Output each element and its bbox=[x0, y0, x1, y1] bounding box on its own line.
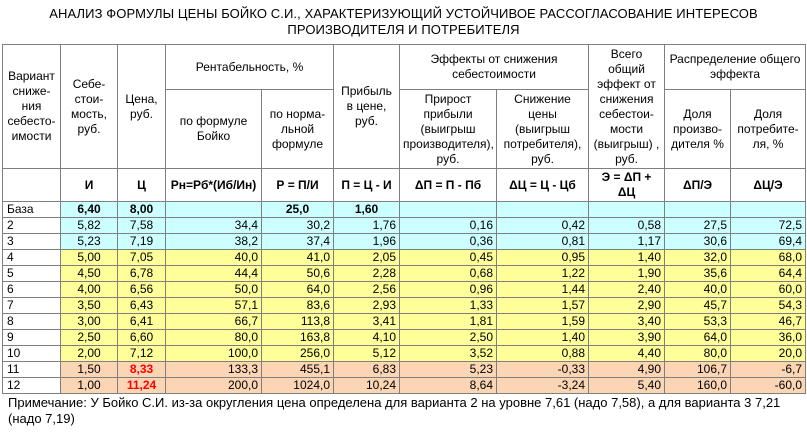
cell-dp bbox=[400, 202, 497, 218]
cell-e: 4,40 bbox=[589, 346, 665, 362]
cell-rb: 38,2 bbox=[166, 234, 262, 250]
cell-sc: 36,0 bbox=[731, 330, 806, 346]
formula-cell: ΔЦ/Э bbox=[731, 169, 806, 202]
cell-dc: 0,42 bbox=[497, 218, 589, 234]
cell-price: 7,05 bbox=[118, 250, 166, 266]
cell-p: 2,05 bbox=[334, 250, 400, 266]
cell-r: 113,8 bbox=[262, 314, 334, 330]
cell-e: 3,40 bbox=[589, 314, 665, 330]
cell-rb: 44,4 bbox=[166, 266, 262, 282]
cell-cost: 1,00 bbox=[61, 378, 118, 394]
cell-r: 256,0 bbox=[262, 346, 334, 362]
cell-sc: 60,0 bbox=[731, 282, 806, 298]
cell-cost: 2,00 bbox=[61, 346, 118, 362]
cell-sp: 32,0 bbox=[665, 250, 731, 266]
header-profitability-boyko: по формуле Бойко bbox=[166, 90, 262, 169]
table-row bbox=[3, 298, 806, 314]
cell-price: 6,78 bbox=[118, 266, 166, 282]
cell-sc: -60,0 bbox=[731, 378, 806, 394]
cell-price: 11,24 bbox=[118, 378, 166, 394]
cell-cost: 4,00 bbox=[61, 282, 118, 298]
table-row bbox=[3, 266, 806, 282]
cell-r: 50,6 bbox=[262, 266, 334, 282]
cell-rb: 34,4 bbox=[166, 218, 262, 234]
cell-r: 30,2 bbox=[262, 218, 334, 234]
row-label: 10 bbox=[3, 346, 61, 362]
cell-rb: 200,0 bbox=[166, 378, 262, 394]
row-label: 12 bbox=[3, 378, 61, 394]
cell-sc: -6,7 bbox=[731, 362, 806, 378]
header-price-drop: Снижение цены (выигрыш потребителя), руб. bbox=[497, 90, 589, 169]
cell-rb: 80,0 bbox=[166, 330, 262, 346]
cell-sc: 54,3 bbox=[731, 298, 806, 314]
table-row bbox=[3, 282, 806, 298]
cell-dp: 1,81 bbox=[400, 314, 497, 330]
cell-price: 7,58 bbox=[118, 218, 166, 234]
cell-cost: 6,40 bbox=[61, 202, 118, 218]
header-profit-gain: Прирост прибыли (выигрыш производителя), руб. bbox=[400, 90, 497, 169]
cell-dp: 5,23 bbox=[400, 362, 497, 378]
cell-sc: 64,4 bbox=[731, 266, 806, 282]
row-label: 4 bbox=[3, 250, 61, 266]
cell-r: 83,6 bbox=[262, 298, 334, 314]
cell-p: 1,96 bbox=[334, 234, 400, 250]
cell-dc: 1,57 bbox=[497, 298, 589, 314]
cell-dc: -0,33 bbox=[497, 362, 589, 378]
cell-dp: 2,50 bbox=[400, 330, 497, 346]
cell-p: 10,24 bbox=[334, 378, 400, 394]
formula-cell: ΔП/Э bbox=[665, 169, 731, 202]
cell-p: 2,28 bbox=[334, 266, 400, 282]
header-effects: Эффекты от снижения себестоимости bbox=[400, 45, 589, 90]
cell-p: 2,56 bbox=[334, 282, 400, 298]
header-profit: Прибыль в цене, руб. bbox=[334, 45, 400, 169]
cell-rb: 50,0 bbox=[166, 282, 262, 298]
cell-price: 6,43 bbox=[118, 298, 166, 314]
table-row bbox=[3, 250, 806, 266]
cell-e: 4,90 bbox=[589, 362, 665, 378]
cell-dc: 0,81 bbox=[497, 234, 589, 250]
cell-p: 6,83 bbox=[334, 362, 400, 378]
cell-dp: 0,16 bbox=[400, 218, 497, 234]
table-row bbox=[3, 346, 806, 362]
cell-price: 7,19 bbox=[118, 234, 166, 250]
header-price: Цена, руб. bbox=[118, 45, 166, 169]
cell-rb bbox=[166, 202, 262, 218]
formula-cell: П = Ц - И bbox=[334, 169, 400, 202]
cell-r: 455,1 bbox=[262, 362, 334, 378]
cell-sc: 20,0 bbox=[731, 346, 806, 362]
cell-cost: 2,50 bbox=[61, 330, 118, 346]
cell-p: 4,10 bbox=[334, 330, 400, 346]
table-row bbox=[3, 234, 806, 250]
cell-price: 8,33 bbox=[118, 362, 166, 378]
cell-sp: 40,0 bbox=[665, 282, 731, 298]
formula-cell: ΔП = П - Пб bbox=[400, 169, 497, 202]
cell-dp: 0,45 bbox=[400, 250, 497, 266]
cell-p: 3,41 bbox=[334, 314, 400, 330]
cell-dc: 1,59 bbox=[497, 314, 589, 330]
cell-r: 1024,0 bbox=[262, 378, 334, 394]
price-analysis-table bbox=[2, 44, 806, 394]
cell-sc: 72,5 bbox=[731, 218, 806, 234]
cell-e: 1,40 bbox=[589, 250, 665, 266]
page-title: АНАЛИЗ ФОРМУЛЫ ЦЕНЫ БОЙКО С.И., ХАРАКТЕРИЗУЮЩИЙ УСТОЙЧИВОЕ РАССОГЛАСОВАНИЕ ИНТЕРЕСОВ ПРОИЗВОДИТЕЛЯ И ПОТРЕБИТЕЛЯ bbox=[49, 6, 758, 37]
row-label: База bbox=[3, 202, 61, 218]
cell-r: 64,0 bbox=[262, 282, 334, 298]
cell-e: 1,17 bbox=[589, 234, 665, 250]
cell-dp: 8,64 bbox=[400, 378, 497, 394]
formula-cell: Ц bbox=[118, 169, 166, 202]
cell-e: 3,90 bbox=[589, 330, 665, 346]
cell-sc: 69,4 bbox=[731, 234, 806, 250]
header-profitability: Рентабельность, % bbox=[166, 45, 334, 90]
cell-sp: 53,3 bbox=[665, 314, 731, 330]
header-distribution: Распределение общего эффекта bbox=[665, 45, 806, 90]
table-row bbox=[3, 378, 806, 394]
formula-cell: Р = П/И bbox=[262, 169, 334, 202]
cell-e: 2,40 bbox=[589, 282, 665, 298]
cell-sp: 35,6 bbox=[665, 266, 731, 282]
cell-price: 6,60 bbox=[118, 330, 166, 346]
cell-dc: -3,24 bbox=[497, 378, 589, 394]
row-label: 11 bbox=[3, 362, 61, 378]
cell-cost: 5,82 bbox=[61, 218, 118, 234]
row-label: 7 bbox=[3, 298, 61, 314]
cell-sc: 46,7 bbox=[731, 314, 806, 330]
cell-price: 6,41 bbox=[118, 314, 166, 330]
header-share-consumer: Доля потребите-ля, % bbox=[731, 90, 806, 169]
cell-e: 2,90 bbox=[589, 298, 665, 314]
footnote: Примечание: У Бойко С.И. из-за округления цена определена для варианта 2 на уровне 7,61 (надо 7,58), а для варианта 3 7,21 (надо 7,19) bbox=[8, 395, 781, 426]
cell-sp: 160,0 bbox=[665, 378, 731, 394]
header-total-effect: Всего общий эффект от снижения себестои-мости (выигрыш) , руб. bbox=[589, 45, 665, 169]
cell-p: 1,60 bbox=[334, 202, 400, 218]
cell-dc: 1,44 bbox=[497, 282, 589, 298]
cell-dc: 1,22 bbox=[497, 266, 589, 282]
row-label: 5 bbox=[3, 266, 61, 282]
cell-dp: 3,52 bbox=[400, 346, 497, 362]
cell-p: 1,76 bbox=[334, 218, 400, 234]
cell-cost: 5,23 bbox=[61, 234, 118, 250]
cell-sp bbox=[665, 202, 731, 218]
cell-e: 1,90 bbox=[589, 266, 665, 282]
formula-cell: ΔЦ = Ц - Цб bbox=[497, 169, 589, 202]
table-row bbox=[3, 202, 806, 218]
cell-rb: 133,3 bbox=[166, 362, 262, 378]
cell-sp: 64,0 bbox=[665, 330, 731, 346]
row-label: 3 bbox=[3, 234, 61, 250]
cell-rb: 66,7 bbox=[166, 314, 262, 330]
header-profitability-normal: по норма-льной формуле bbox=[262, 90, 334, 169]
cell-cost: 4,50 bbox=[61, 266, 118, 282]
formula-cell: И bbox=[61, 169, 118, 202]
cell-sp: 106,7 bbox=[665, 362, 731, 378]
row-label: 6 bbox=[3, 282, 61, 298]
cell-p: 5,12 bbox=[334, 346, 400, 362]
cell-e bbox=[589, 202, 665, 218]
cell-r: 25,0 bbox=[262, 202, 334, 218]
cell-rb: 100,0 bbox=[166, 346, 262, 362]
cell-sc bbox=[731, 202, 806, 218]
table-row bbox=[3, 362, 806, 378]
cell-cost: 3,50 bbox=[61, 298, 118, 314]
cell-dp: 1,33 bbox=[400, 298, 497, 314]
cell-cost: 5,00 bbox=[61, 250, 118, 266]
formula-cell: Рн=Рб*(Иб/Ин) bbox=[166, 169, 262, 202]
cell-dp: 0,96 bbox=[400, 282, 497, 298]
cell-sp: 45,7 bbox=[665, 298, 731, 314]
cell-e: 0,58 bbox=[589, 218, 665, 234]
header-share-producer: Доля произво-дителя % bbox=[665, 90, 731, 169]
cell-sp: 27,5 bbox=[665, 218, 731, 234]
cell-sp: 80,0 bbox=[665, 346, 731, 362]
cell-sp: 30,6 bbox=[665, 234, 731, 250]
cell-sc: 68,0 bbox=[731, 250, 806, 266]
table-row bbox=[3, 218, 806, 234]
cell-e: 5,40 bbox=[589, 378, 665, 394]
formula-cell bbox=[3, 169, 61, 202]
row-label: 9 bbox=[3, 330, 61, 346]
cell-dp: 0,36 bbox=[400, 234, 497, 250]
cell-cost: 3,00 bbox=[61, 314, 118, 330]
formula-cell: Э = ΔП + ΔЦ bbox=[589, 169, 665, 202]
cell-dc: 1,40 bbox=[497, 330, 589, 346]
header-cost: Себе-стои-мость, руб. bbox=[61, 45, 118, 169]
header-variant: Вариант сниже-ния себесто-имости bbox=[3, 45, 61, 169]
cell-dp: 0,68 bbox=[400, 266, 497, 282]
cell-r: 163,8 bbox=[262, 330, 334, 346]
cell-p: 2,93 bbox=[334, 298, 400, 314]
cell-dc: 0,95 bbox=[497, 250, 589, 266]
cell-rb: 40,0 bbox=[166, 250, 262, 266]
cell-dc bbox=[497, 202, 589, 218]
cell-price: 8,00 bbox=[118, 202, 166, 218]
cell-price: 7,12 bbox=[118, 346, 166, 362]
table-row bbox=[3, 314, 806, 330]
cell-cost: 1,50 bbox=[61, 362, 118, 378]
cell-rb: 57,1 bbox=[166, 298, 262, 314]
cell-r: 41,0 bbox=[262, 250, 334, 266]
cell-price: 6,56 bbox=[118, 282, 166, 298]
row-label: 8 bbox=[3, 314, 61, 330]
cell-r: 37,4 bbox=[262, 234, 334, 250]
table-row bbox=[3, 330, 806, 346]
cell-dc: 0,88 bbox=[497, 346, 589, 362]
row-label: 2 bbox=[3, 218, 61, 234]
